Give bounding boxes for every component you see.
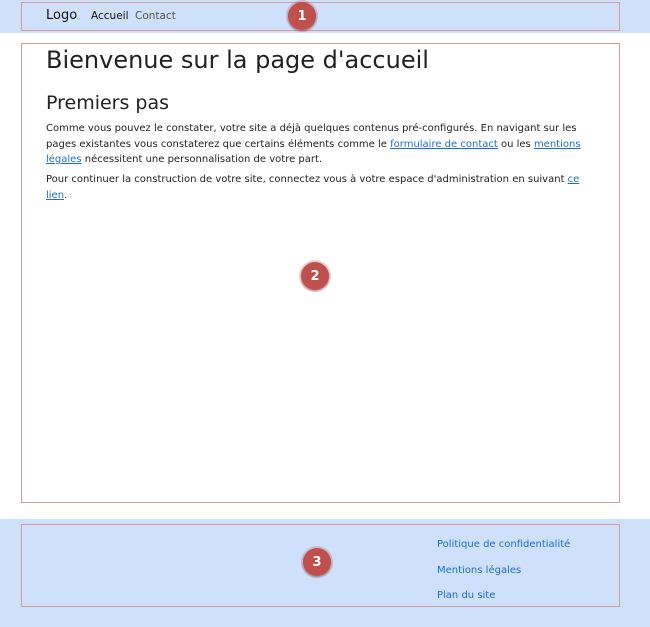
site-logo[interactable]: Logo [46, 8, 78, 23]
footer-link-sitemap[interactable]: Plan du site [437, 590, 496, 601]
footer-link-legal[interactable]: Mentions légales [437, 565, 522, 576]
admin-text-b: . [64, 189, 68, 201]
annotation-badge-2: 2 [301, 262, 329, 290]
page-title: Bienvenue sur la page d'accueil [46, 46, 429, 74]
nav-link-accueil[interactable]: Accueil [91, 10, 129, 22]
intro-text-a: Comme vous pouvez le constater, votre site a déjà quelques contenus pré-configurés. En navigant sur les pages existantes vous constaterez que certains éléments comme le [46, 123, 577, 150]
section-title: Premiers pas [46, 92, 170, 114]
annotation-badge-3: 3 [303, 548, 331, 576]
intro-text-c: nécessitent une personnalisation de votre part. [81, 154, 323, 165]
intro-paragraph [46, 121, 596, 168]
admin-paragraph [46, 172, 596, 203]
admin-text-a: Pour continuer la construction de votre site, connectez vous à votre espace d'administration en suivant [46, 174, 568, 185]
legal-notice-link[interactable]: mentions légales [46, 138, 581, 165]
admin-link[interactable]: ce lien [46, 174, 580, 201]
annotation-badge-1: 1 [288, 2, 316, 30]
contact-form-link[interactable]: formulaire de contact [390, 138, 498, 150]
intro-text-b: ou les [497, 138, 534, 150]
nav-link-contact[interactable]: Contact [135, 10, 176, 22]
footer-link-privacy[interactable]: Politique de confidentialité [437, 539, 571, 550]
